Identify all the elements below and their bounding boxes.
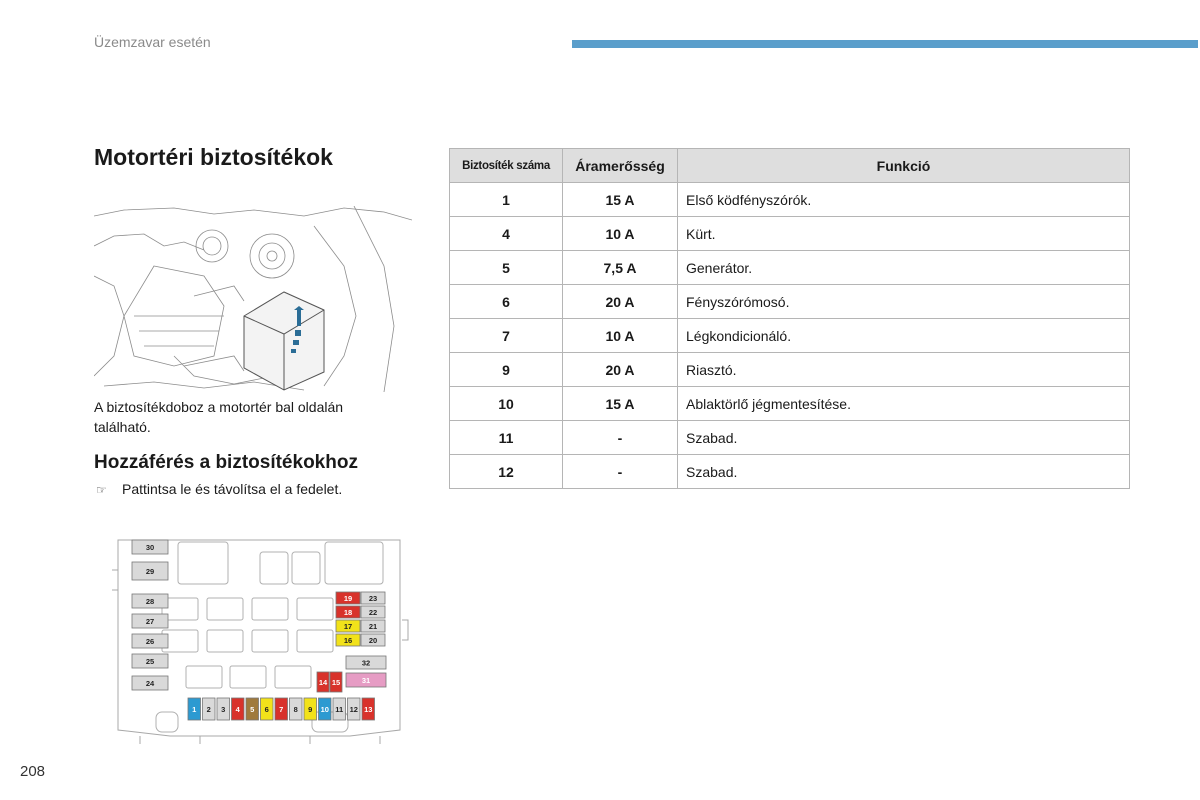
fuse-22 [361, 606, 385, 618]
fuse-label: 1 [192, 705, 197, 714]
fuse-30 [132, 540, 168, 554]
fuse-5 [246, 698, 259, 720]
fuse-function: Generátor. [678, 251, 1130, 285]
fuse-29 [132, 562, 168, 580]
fuse-label: 3 [221, 705, 226, 714]
table-row [450, 319, 1130, 353]
fuse-number: 11 [450, 421, 563, 455]
fuse-8 [290, 698, 303, 720]
fuse-28 [132, 594, 168, 608]
fuse-9 [304, 698, 317, 720]
fuse-20 [361, 634, 385, 646]
fuse-label: 20 [368, 636, 378, 645]
fuse-label: 32 [361, 658, 371, 668]
fuse-label: 24 [145, 679, 155, 688]
access-step-text: Pattintsa le és távolítsa el a fedelet. [122, 481, 343, 497]
header-fuse-number: Biztosíték száma [450, 149, 563, 183]
fuse-label: 14 [318, 678, 328, 687]
fuse-label: 6 [264, 705, 269, 714]
table-row [450, 217, 1130, 251]
access-step [96, 481, 342, 497]
fuse-label: 27 [145, 617, 155, 626]
fuse-function: Riasztó. [678, 353, 1130, 387]
table-row [450, 183, 1130, 217]
section-header: Üzemzavar esetén [94, 34, 211, 50]
fuse-6 [261, 698, 274, 720]
fuse-label: 9 [308, 705, 313, 714]
fuse-current: 15 A [563, 387, 678, 421]
fuse-25 [132, 654, 168, 668]
fuse-function: Szabad. [678, 421, 1130, 455]
fuse-label: 18 [343, 608, 353, 617]
fuse-function: Kürt. [678, 217, 1130, 251]
fuse-label: 23 [368, 594, 378, 603]
fuse-10 [319, 698, 332, 720]
fuse-11 [333, 698, 346, 720]
header-function: Funkció [678, 149, 1130, 183]
fuse-label: 7 [279, 705, 284, 714]
fuse-18 [336, 606, 360, 618]
fuse-current: 10 A [563, 319, 678, 353]
fuse-current: 7,5 A [563, 251, 678, 285]
fuse-function: Légkondicionáló. [678, 319, 1130, 353]
fuse-current: 10 A [563, 217, 678, 251]
fuse-label: 28 [145, 597, 155, 606]
fuse-current: - [563, 455, 678, 489]
fuse-label: 19 [343, 594, 353, 603]
fuse-number: 7 [450, 319, 563, 353]
fuse-label: 15 [331, 678, 341, 687]
table-row [450, 387, 1130, 421]
page-title: Motortéri biztosítékok [94, 144, 333, 170]
fuse-7 [275, 698, 288, 720]
access-heading: Hozzáférés a biztosítékokhoz [94, 452, 358, 473]
fuse-31 [346, 673, 386, 687]
fuse-label: 5 [250, 705, 255, 714]
header-accent-bar [572, 40, 1198, 48]
fuse-label: 16 [343, 636, 353, 645]
fuse-label: 25 [145, 657, 155, 666]
fuse-26 [132, 634, 168, 648]
fuse-number: 10 [450, 387, 563, 421]
fuse-label: 17 [343, 622, 353, 631]
fuse-number: 1 [450, 183, 563, 217]
fuse-16 [336, 634, 360, 646]
fuse-table [449, 148, 1130, 489]
engine-bay-illustration [94, 206, 412, 392]
fuse-24 [132, 676, 168, 690]
fuse-function: Szabad. [678, 455, 1130, 489]
fuse-current: 15 A [563, 183, 678, 217]
fuse-function: Ablaktörlő jégmentesítése. [678, 387, 1130, 421]
table-row [450, 353, 1130, 387]
pointing-hand-icon: ☞ [96, 483, 107, 497]
fuse-3 [217, 698, 230, 720]
fuse-1 [188, 698, 201, 720]
fuse-label: 13 [364, 705, 373, 714]
page-number: 208 [20, 763, 46, 780]
fuse-label: 4 [235, 705, 240, 714]
fuse-label: 8 [293, 705, 298, 714]
fuse-current: - [563, 421, 678, 455]
fuse-27 [132, 614, 168, 628]
fuse-number: 6 [450, 285, 563, 319]
fuse-2 [203, 698, 216, 720]
fuse-15 [330, 672, 342, 692]
fuse-current: 20 A [563, 285, 678, 319]
header-current: Áramerősség [563, 149, 678, 183]
fuse-4 [232, 698, 245, 720]
fuse-function: Első ködfényszórók. [678, 183, 1130, 217]
fuse-19 [336, 592, 360, 604]
fuse-number: 5 [450, 251, 563, 285]
fuse-function: Fényszórómosó. [678, 285, 1130, 319]
fuse-14 [317, 672, 329, 692]
fuse-current: 20 A [563, 353, 678, 387]
table-row [450, 421, 1130, 455]
table-row [450, 285, 1130, 319]
fuse-32 [346, 656, 386, 669]
table-header-row [450, 149, 1130, 183]
fuse-label: 22 [368, 608, 378, 617]
fuse-number: 4 [450, 217, 563, 251]
fuse-label: 26 [145, 637, 155, 646]
fuse-label: 21 [368, 622, 378, 631]
fuse-label: 29 [145, 567, 155, 576]
fuse-13 [362, 698, 375, 720]
engine-caption: A biztosítékdoboz a motortér bal oldalán található. [94, 399, 344, 435]
fuse-box-diagram [110, 530, 410, 750]
fuse-21 [361, 620, 385, 632]
fuse-number: 9 [450, 353, 563, 387]
fuse-label: 2 [206, 705, 211, 714]
fuse-label: 30 [145, 543, 155, 552]
fuse-label: 11 [335, 705, 344, 714]
table-row [450, 251, 1130, 285]
fuse-label: 31 [361, 676, 371, 685]
fuse-number: 12 [450, 455, 563, 489]
fuse-label: 10 [320, 705, 329, 714]
fuse-12 [348, 698, 361, 720]
table-row [450, 455, 1130, 489]
fuse-23 [361, 592, 385, 604]
fuse-label: 12 [349, 705, 358, 714]
fuse-17 [336, 620, 360, 632]
